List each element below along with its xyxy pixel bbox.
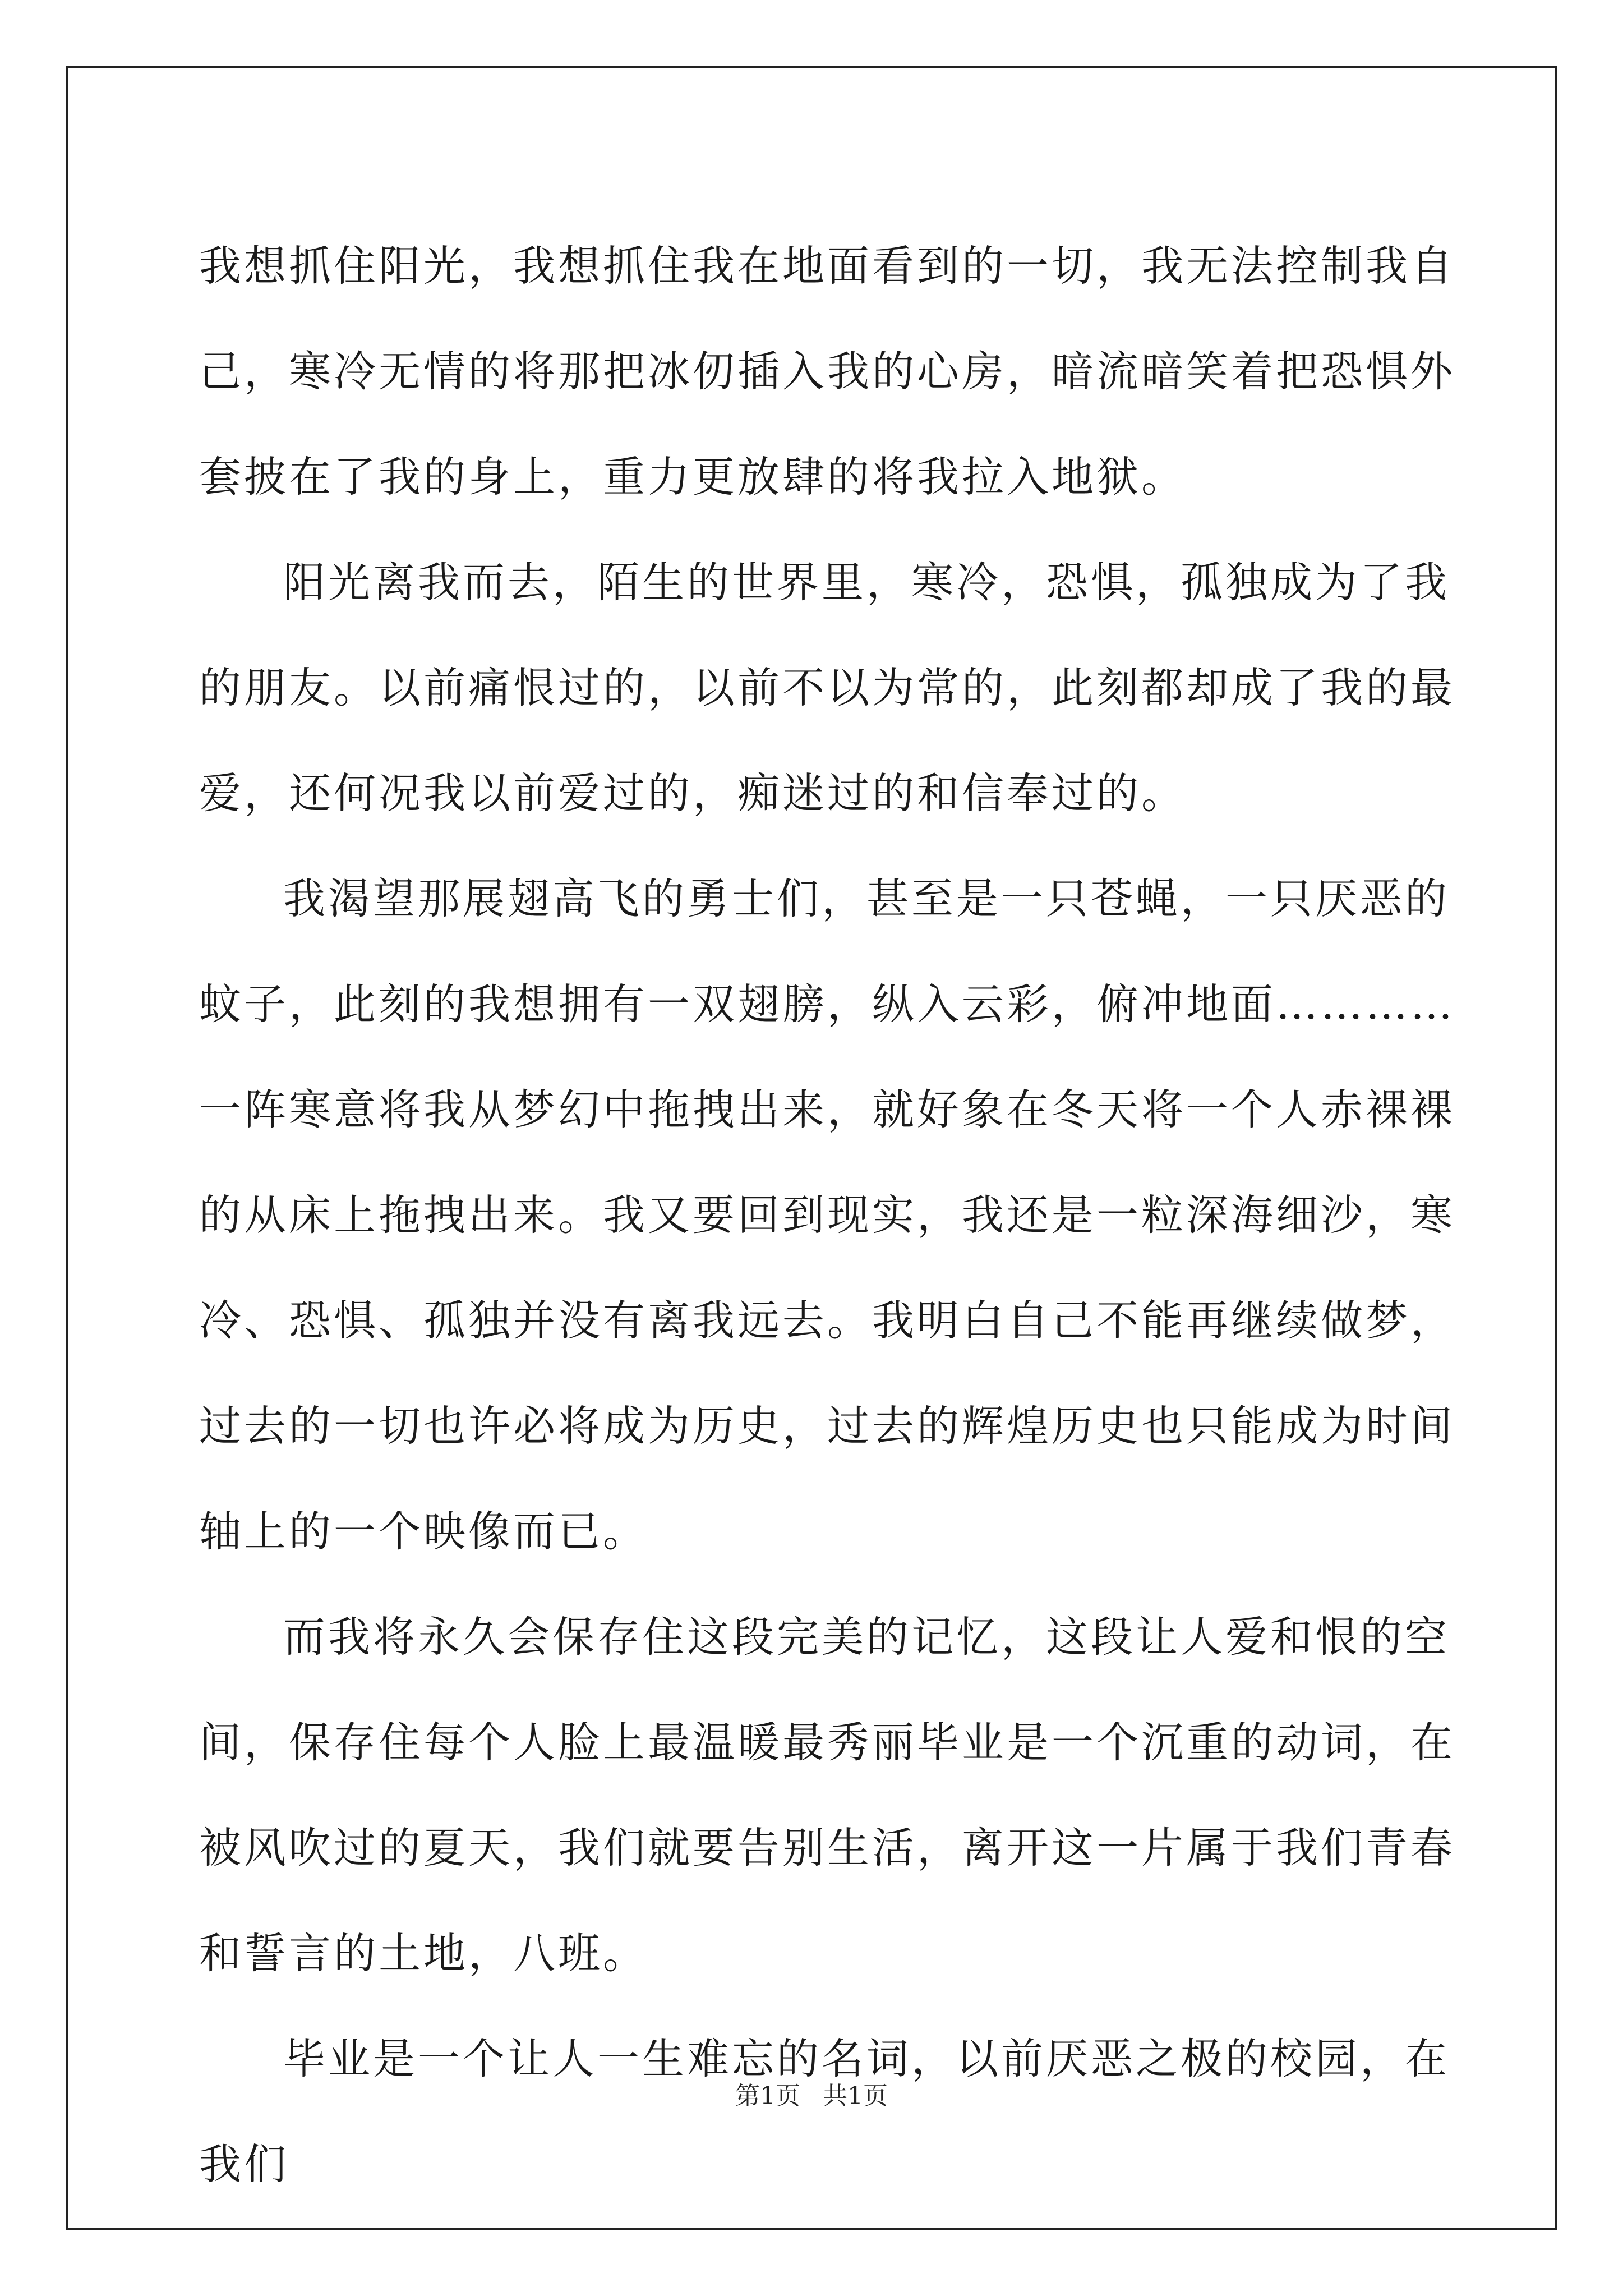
- page-footer: [0, 2076, 1623, 2111]
- paragraph-2: 阳光离我而去，陌生的世界里，寒冷，恐惧，孤独成为了我的朋友。以前痛恨过的，以前不以为常的，此刻都却成了我的最爱，还何况我以前爱过的，痴迷过的和信奉过的。: [199, 558, 1456, 818]
- paragraph-3: 我渴望那展翅高飞的勇士们，甚至是一只苍蝇，一只厌恶的蚊子，此刻的我想拥有一双翅膀，纵入云彩，俯冲地面…………一阵寒意将我从梦幻中拖拽出来，就好象在冬天将一个人赤裸裸的从床上拖拽出来。我又要回到现实，我还是一粒深海细沙，寒冷、恐惧、孤独并没有离我远去。我明白自己不能再继续做梦，过去的一切也许必将成为历史，过去的辉煌历史也只能成为时间轴上的一个映像而已。: [199, 874, 1456, 1556]
- document-body: [199, 213, 1467, 2217]
- paragraph-4: 而我将永久会保存住这段完美的记忆，这段让人爱和恨的空间，保存住每个人脸上最温暖最秀丽毕业是一个沉重的动词，在被风吹过的夏天，我们就要告别生活，离开这一片属于我们青春和誓言的土地，八班。: [199, 1612, 1456, 1978]
- paragraph-5: 毕业是一个让人一生难忘的名词，以前厌恶之极的校园，在我们: [199, 2034, 1450, 2189]
- paragraph-1: 我想抓住阳光，我想抓住我在地面看到的一切，我无法控制我自己，寒冷无情的将那把冰仞插入我的心房，暗流暗笑着把恐惧外套披在了我的身上，重力更放肆的将我拉入地狱。: [199, 241, 1456, 501]
- page-total: 共1页: [823, 2082, 888, 2110]
- page-number: 第1页: [735, 2082, 800, 2110]
